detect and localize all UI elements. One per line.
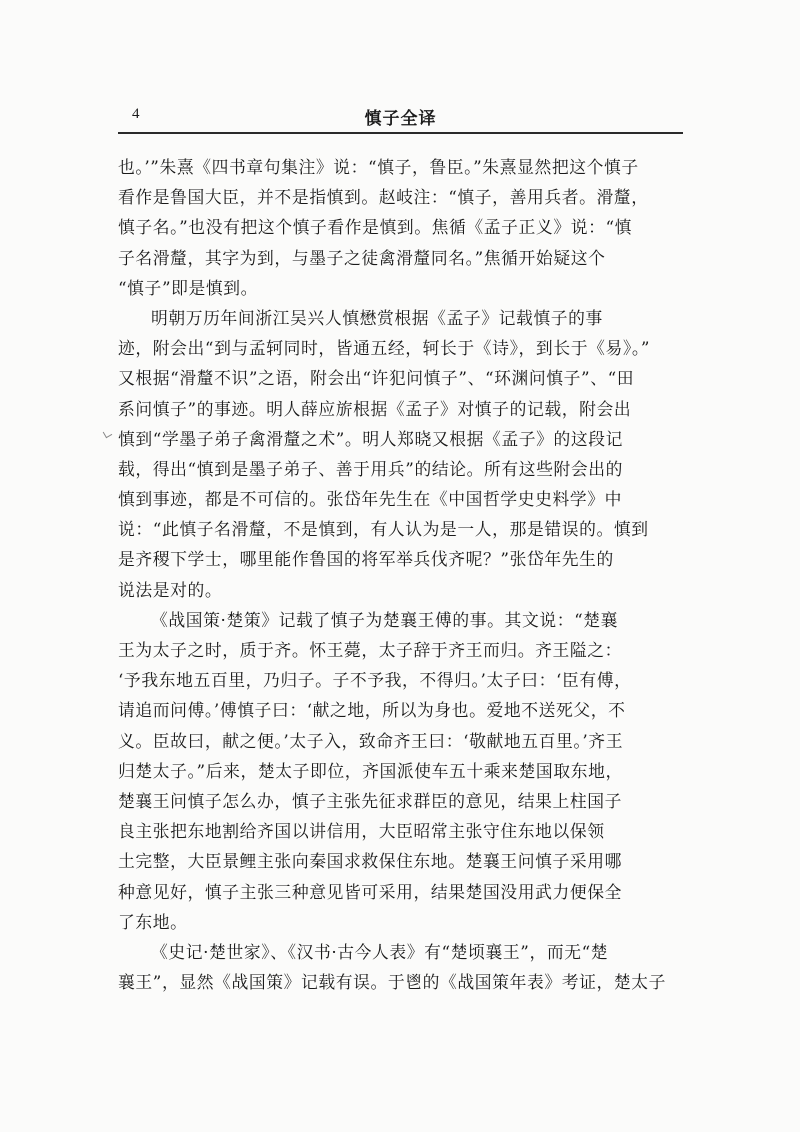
text-line: 土完整，大臣景鲤主张向秦国求救保住东地。楚襄王问慎子采用哪	[118, 851, 623, 872]
text-line: 慎到“学墨子弟子禽滑釐之术”。明人郑晓又根据《孟子》的这段记	[118, 428, 624, 449]
text-line: 良主张把东地割给齐国以讲信用，大臣昭常主张守住东地以保领	[118, 821, 605, 842]
paragraph-first-line: 明朝万历年间浙江吴兴人慎懋赏根据《孟子》记载慎子的事	[151, 307, 603, 328]
margin-mark	[103, 429, 113, 439]
text-line: 归楚太子。”后来，楚太子即位，齐国派使车五十乘来楚国取东地，	[118, 760, 623, 781]
text-line: 子名滑釐，其字为到，与墨子之徒禽滑釐同名。”焦循开始疑这个	[118, 247, 606, 268]
text-line: “慎子”即是慎到。	[118, 277, 259, 298]
running-title: 慎子全译	[364, 109, 437, 129]
text-line: ‘予我东地五百里，乃归子。子不予我，不得归。’太子曰：‘臣有傅，	[118, 670, 632, 691]
text-line: 说法是对的。	[118, 579, 223, 600]
text-line: 系问慎子”的事迹。明人薛应旂根据《孟子》对慎子的记载，附会出	[118, 398, 632, 419]
paragraph-first-line: 《史记·楚世家》、《汉书·古今人表》有“楚顷襄王”，而无“楚	[151, 941, 609, 962]
text-line: 说：“此慎子名滑釐，不是慎到，有人认为是一人，那是错误的。慎到	[118, 519, 649, 540]
text-line: 慎子名。”也没有把这个慎子看作是慎到。焦循《孟子正义》说：“慎	[118, 217, 633, 238]
text-line: 迹，附会出“到与孟轲同时，皆通五经，轲长于《诗》，到长于《易》。”	[118, 338, 650, 359]
text-line: 载，得出“慎到是墨子弟子、善于用兵”的结论。所有这些附会出的	[118, 458, 624, 479]
text-line: 看作是鲁国大臣，并不是指慎到。赵岐注：“慎子，善用兵者。滑釐，	[118, 187, 649, 208]
page-number: 4	[132, 106, 140, 122]
text-line: 种意见好，慎子主张三种意见皆可采用，结果楚国没用武力便保全	[118, 881, 623, 902]
text-line: 了东地。	[118, 911, 188, 932]
text-line: 王为太子之时，质于齐。怀王薨，太子辞于齐王而归。齐王隘之：	[118, 640, 623, 660]
text-line: 楚襄王问慎子怎么办，慎子主张先征求群臣的意见，结果上柱国子	[118, 790, 623, 811]
paragraph-first-line: 《战国策·楚策》记载了慎子为楚襄王傅的事。其文说：“楚襄	[151, 609, 619, 630]
text-line: 襄王”，显然《战国策》记载有误。于鬯的《战国策年表》考证，楚太子	[118, 972, 666, 993]
text-line: 是齐稷下学士，哪里能作鲁国的将军举兵伐齐呢？”张岱年先生的	[118, 549, 614, 570]
text-line: 请追而问傅。’傅慎子曰：‘献之地，所以为身也。爱地不送死父，不	[118, 700, 626, 721]
text-line: 又根据“滑釐不识”之语，附会出“许犯问慎子”、“环渊问慎子”、“田	[118, 368, 635, 389]
text-line: 也。’”朱熹《四书章句集注》说：“慎子，鲁臣。”朱熹显然把这个慎子	[118, 157, 639, 177]
text-line: 义。臣故曰，献之便。’太子入，致命齐王曰：‘敬献地五百里。’齐王	[118, 730, 624, 751]
body-text	[118, 152, 683, 997]
page-header	[118, 96, 683, 134]
text-line: 慎到事迹，都是不可信的。张岱年先生在《中国哲学史史料学》中	[118, 489, 623, 510]
